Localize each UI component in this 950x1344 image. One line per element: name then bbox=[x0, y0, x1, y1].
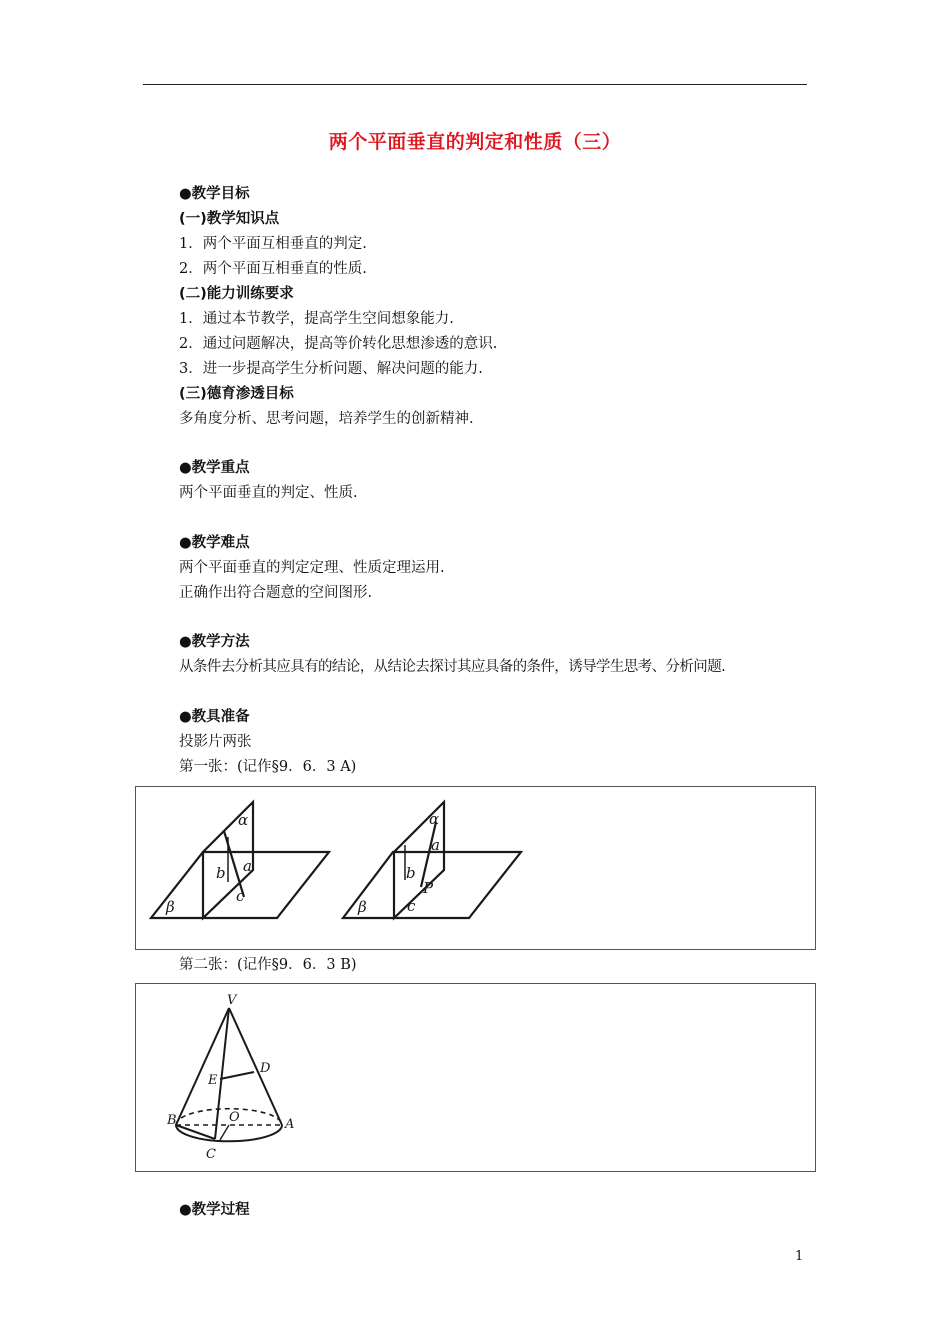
section-heading-process: ●教学过程 bbox=[179, 1202, 250, 1218]
cone-base-front bbox=[176, 1125, 282, 1141]
paragraph: 正确作出符合题意的空间图形. bbox=[179, 585, 373, 601]
section-heading-method: ●教学方法 bbox=[179, 634, 250, 650]
label-b: b bbox=[216, 864, 226, 882]
subheading-ability: (二)能力训练要求 bbox=[179, 286, 294, 302]
label-d: D bbox=[260, 1061, 271, 1076]
subheading-moral: (三)德育渗透目标 bbox=[179, 386, 294, 402]
label-b: B bbox=[167, 1113, 177, 1128]
paragraph: 投影片两张 bbox=[179, 734, 252, 750]
edge-va bbox=[229, 1008, 282, 1125]
page-title: 两个平面垂直的判定和性质（三） bbox=[328, 131, 622, 153]
figure-box-a bbox=[135, 786, 816, 950]
list-item: 1．通过本节教学，提高学生空间想象能力. bbox=[179, 311, 454, 327]
list-item: 3．进一步提高学生分析问题、解决问题的能力. bbox=[179, 361, 483, 377]
list-item: 2．通过问题解决，提高等价转化思想渗透的意识. bbox=[179, 336, 498, 352]
section-heading-difficulties: ●教学难点 bbox=[179, 535, 250, 551]
page-number: 1 bbox=[795, 1249, 804, 1264]
figure-box-b bbox=[135, 983, 816, 1172]
label-c: c bbox=[236, 887, 245, 905]
section-heading-objectives: ●教学目标 bbox=[179, 186, 250, 202]
list-item: 1．两个平面互相垂直的判定. bbox=[179, 236, 367, 252]
slide-label-b: 第二张：(记作§9．6．3 B) bbox=[179, 957, 357, 973]
label-alpha: α bbox=[429, 810, 440, 828]
paragraph: 从条件去分析其应具有的结论，从结论去探讨其应具备的条件，诱导学生思考、分析问题. bbox=[179, 659, 726, 675]
header-rule bbox=[143, 84, 807, 85]
segment-oc bbox=[220, 1125, 229, 1140]
label-b: b bbox=[406, 864, 416, 882]
segment-ed bbox=[220, 1072, 254, 1079]
label-beta: β bbox=[358, 898, 367, 916]
edge-vb bbox=[176, 1008, 229, 1125]
section-heading-materials: ●教具准备 bbox=[179, 709, 250, 725]
label-c: c bbox=[407, 897, 416, 915]
label-c: C bbox=[206, 1147, 216, 1162]
label-a: a bbox=[243, 857, 252, 875]
subheading-knowledge: (一)教学知识点 bbox=[179, 211, 280, 227]
slide-label-a: 第一张：(记作§9．6．3 A) bbox=[179, 759, 357, 775]
paragraph: 多角度分析、思考问题，培养学生的创新精神. bbox=[179, 411, 474, 427]
paragraph: 两个平面垂直的判定、性质. bbox=[179, 485, 358, 501]
line-c-right bbox=[421, 822, 436, 887]
label-p: P bbox=[423, 879, 434, 897]
paragraph: 两个平面垂直的判定定理、性质定理运用. bbox=[179, 560, 445, 576]
label-a: a bbox=[431, 836, 440, 854]
label-beta: β bbox=[166, 898, 175, 916]
figure-a-diagram bbox=[136, 787, 815, 949]
label-alpha: α bbox=[238, 811, 249, 829]
label-a: A bbox=[285, 1117, 295, 1132]
section-heading-key-points: ●教学重点 bbox=[179, 460, 250, 476]
figure-b-diagram bbox=[136, 984, 815, 1171]
label-o: O bbox=[229, 1110, 240, 1125]
label-e: E bbox=[208, 1073, 218, 1088]
list-item: 2．两个平面互相垂直的性质. bbox=[179, 261, 367, 277]
label-v: V bbox=[227, 993, 237, 1008]
